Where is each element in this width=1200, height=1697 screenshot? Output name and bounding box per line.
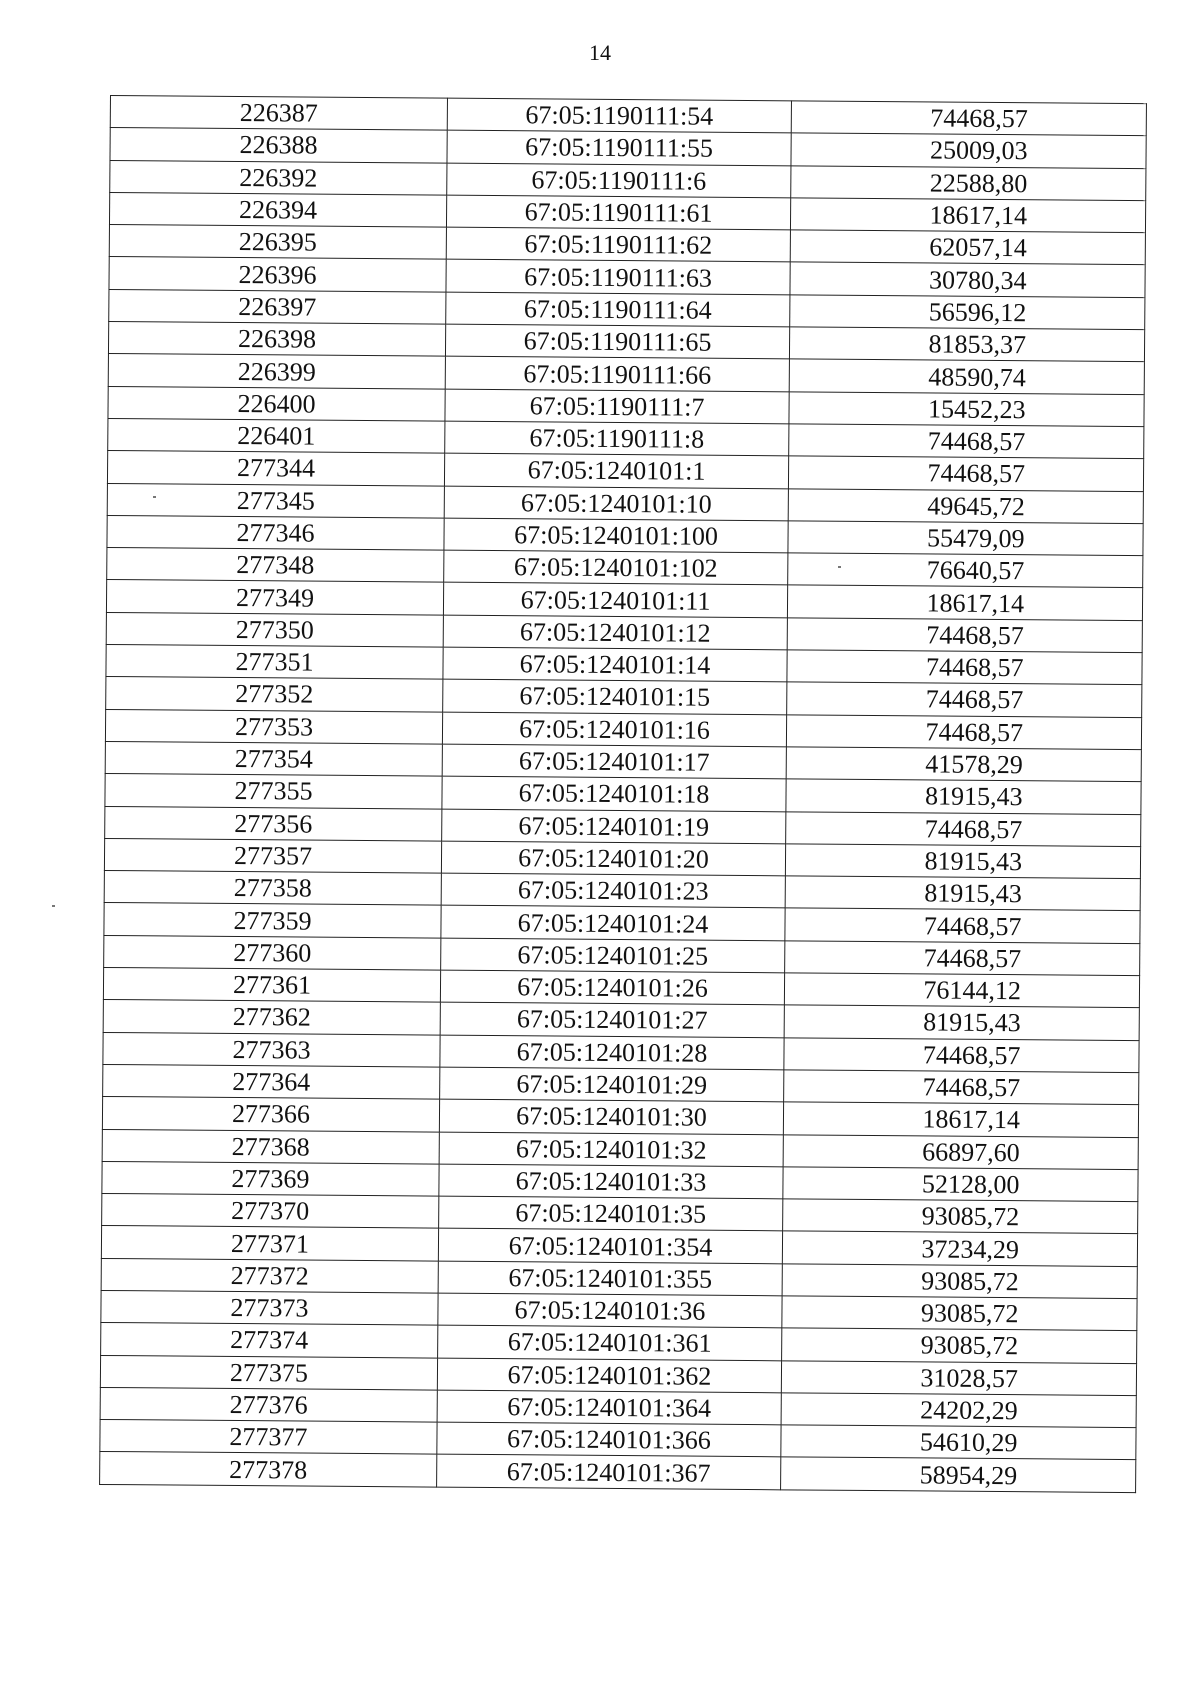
cell-record-number: 277353 <box>105 709 442 744</box>
cell-record-number: 277357 <box>104 838 441 873</box>
cell-cadastral-number: 67:05:1240101:102 <box>444 550 788 585</box>
cell-record-number: 226397 <box>109 289 446 324</box>
cell-cadastral-number: 67:05:1240101:14 <box>443 647 787 682</box>
cell-value: 41578,29 <box>786 747 1141 782</box>
cell-cadastral-number: 67:05:1240101:11 <box>443 583 787 618</box>
cell-cadastral-number: 67:05:1240101:1 <box>444 453 788 488</box>
cell-cadastral-number: 67:05:1190111:65 <box>445 324 789 359</box>
cell-cadastral-number: 67:05:1240101:20 <box>441 841 785 876</box>
cell-record-number: 226392 <box>110 160 447 195</box>
cell-record-number: 277349 <box>106 580 443 615</box>
cell-value: 76640,57 <box>788 553 1143 588</box>
cell-value: 52128,00 <box>783 1167 1138 1202</box>
cell-record-number: 277366 <box>102 1097 439 1132</box>
cell-cadastral-number: 67:05:1240101:367 <box>437 1455 781 1490</box>
cell-record-number: 277364 <box>103 1064 440 1099</box>
cell-cadastral-number: 67:05:1240101:354 <box>438 1229 782 1264</box>
cell-record-number: 277370 <box>102 1194 439 1229</box>
cell-cadastral-number: 67:05:1240101:12 <box>443 615 787 650</box>
cell-record-number: 277355 <box>105 774 442 809</box>
cell-value: 74468,57 <box>785 908 1140 943</box>
cell-cadastral-number: 67:05:1240101:32 <box>439 1132 783 1167</box>
cell-record-number: 277358 <box>104 871 441 906</box>
cell-value: 93085,72 <box>782 1328 1137 1363</box>
cell-cadastral-number: 67:05:1190111:54 <box>447 98 791 133</box>
cell-value: 74468,57 <box>784 1037 1139 1072</box>
cell-record-number: 226394 <box>109 192 446 227</box>
cell-value: 76144,12 <box>784 973 1139 1008</box>
cell-value: 66897,60 <box>783 1134 1138 1169</box>
cell-record-number: 277362 <box>103 1000 440 1035</box>
cell-record-number: 277352 <box>106 677 443 712</box>
cell-value: 74468,57 <box>787 618 1142 653</box>
cell-value: 93085,72 <box>782 1296 1137 1331</box>
cell-cadastral-number: 67:05:1240101:30 <box>439 1099 783 1134</box>
cell-record-number: 277345 <box>107 483 444 518</box>
cell-record-number: 226387 <box>110 96 447 131</box>
cell-record-number: 226396 <box>109 257 446 292</box>
cell-cadastral-number: 67:05:1240101:366 <box>437 1422 781 1457</box>
cell-cadastral-number: 67:05:1240101:361 <box>438 1325 782 1360</box>
cell-record-number: 277376 <box>100 1387 437 1422</box>
cell-cadastral-number: 67:05:1240101:19 <box>442 809 786 844</box>
data-table <box>99 95 1147 1493</box>
table-body <box>100 96 1147 1493</box>
cell-value: 93085,72 <box>782 1264 1137 1299</box>
cell-value: 81853,37 <box>789 327 1144 362</box>
cell-record-number: 277346 <box>107 515 444 550</box>
cell-value: 49645,72 <box>788 488 1143 523</box>
cell-value: 93085,72 <box>783 1199 1138 1234</box>
cell-value: 74468,57 <box>787 682 1142 717</box>
cell-record-number: 277368 <box>102 1129 439 1164</box>
cell-value: 74468,57 <box>788 456 1143 491</box>
cell-cadastral-number: 67:05:1240101:33 <box>439 1164 783 1199</box>
cell-value: 18617,14 <box>787 585 1142 620</box>
cell-record-number: 277350 <box>106 612 443 647</box>
cell-record-number: 277359 <box>104 903 441 938</box>
cell-cadastral-number: 67:05:1240101:24 <box>441 906 785 941</box>
cell-record-number: 277374 <box>101 1323 438 1358</box>
cell-value: 81915,43 <box>785 876 1140 911</box>
scan-speck <box>52 905 55 907</box>
cell-record-number: 277361 <box>103 967 440 1002</box>
cell-cadastral-number: 67:05:1190111:66 <box>445 357 789 392</box>
cell-cadastral-number: 67:05:1240101:25 <box>441 938 785 973</box>
cell-value: 74468,57 <box>786 811 1141 846</box>
cell-record-number: 277363 <box>103 1032 440 1067</box>
cell-value: 24202,29 <box>781 1393 1136 1428</box>
cell-record-number: 277356 <box>105 806 442 841</box>
cell-record-number: 277360 <box>104 935 441 970</box>
cell-cadastral-number: 67:05:1190111:6 <box>447 163 791 198</box>
cell-value: 31028,57 <box>781 1360 1136 1395</box>
cell-value: 25009,03 <box>791 133 1146 168</box>
cell-value: 48590,74 <box>789 359 1144 394</box>
cell-value: 58954,29 <box>781 1457 1136 1492</box>
cell-value: 55479,09 <box>788 521 1143 556</box>
cell-cadastral-number: 67:05:1240101:355 <box>438 1261 782 1296</box>
cell-value: 74468,57 <box>791 101 1146 136</box>
cell-value: 56596,12 <box>790 295 1145 330</box>
cell-cadastral-number: 67:05:1240101:36 <box>438 1293 782 1328</box>
cell-cadastral-number: 67:05:1240101:28 <box>440 1035 784 1070</box>
cell-record-number: 226388 <box>110 128 447 163</box>
cell-cadastral-number: 67:05:1240101:17 <box>442 744 786 779</box>
cell-record-number: 226395 <box>109 225 446 260</box>
cell-cadastral-number: 67:05:1240101:100 <box>444 518 788 553</box>
scan-speck <box>838 566 841 568</box>
cell-cadastral-number: 67:05:1240101:27 <box>440 1002 784 1037</box>
cell-record-number: 277377 <box>100 1420 437 1455</box>
cell-value: 74468,57 <box>789 424 1144 459</box>
cell-record-number: 277373 <box>101 1290 438 1325</box>
cell-value: 15452,23 <box>789 392 1144 427</box>
cell-record-number: 226400 <box>108 386 445 421</box>
cell-value: 81915,43 <box>784 1005 1139 1040</box>
cell-value: 74468,57 <box>784 1070 1139 1105</box>
cell-value: 22588,80 <box>791 165 1146 200</box>
cell-cadastral-number: 67:05:1190111:61 <box>446 195 790 230</box>
cell-cadastral-number: 67:05:1190111:7 <box>445 389 789 424</box>
cell-record-number: 277344 <box>107 451 444 486</box>
cell-record-number: 226399 <box>108 354 445 389</box>
cell-cadastral-number: 67:05:1240101:10 <box>444 486 788 521</box>
cell-record-number: 226398 <box>108 322 445 357</box>
cell-record-number: 277371 <box>101 1226 438 1261</box>
cell-value: 54610,29 <box>781 1425 1136 1460</box>
cell-record-number: 226401 <box>108 418 445 453</box>
cell-cadastral-number: 67:05:1240101:29 <box>440 1067 784 1102</box>
cell-record-number: 277354 <box>105 741 442 776</box>
cell-cadastral-number: 67:05:1190111:63 <box>446 260 790 295</box>
cell-cadastral-number: 67:05:1190111:64 <box>446 292 790 327</box>
cell-record-number: 277369 <box>102 1161 439 1196</box>
cell-cadastral-number: 67:05:1240101:16 <box>442 712 786 747</box>
cell-cadastral-number: 67:05:1240101:15 <box>443 679 787 714</box>
cell-cadastral-number: 67:05:1240101:35 <box>439 1196 783 1231</box>
scan-speck <box>153 496 156 498</box>
cell-cadastral-number: 67:05:1240101:362 <box>437 1358 781 1393</box>
cell-value: 18617,14 <box>783 1102 1138 1137</box>
cell-value: 81915,43 <box>785 844 1140 879</box>
page-number: 14 <box>589 40 611 65</box>
cell-cadastral-number: 67:05:1240101:23 <box>441 873 785 908</box>
cell-record-number: 277348 <box>107 548 444 583</box>
cell-cadastral-number: 67:05:1240101:364 <box>437 1390 781 1425</box>
cell-cadastral-number: 67:05:1190111:8 <box>445 421 789 456</box>
cell-cadastral-number: 67:05:1190111:62 <box>446 227 790 262</box>
cell-record-number: 277372 <box>101 1258 438 1293</box>
cell-cadastral-number: 67:05:1240101:18 <box>442 776 786 811</box>
cell-record-number: 277375 <box>100 1355 437 1390</box>
cell-value: 18617,14 <box>790 198 1145 233</box>
cell-record-number: 277351 <box>106 645 443 680</box>
cell-value: 74468,57 <box>786 714 1141 749</box>
cell-value: 37234,29 <box>782 1231 1137 1266</box>
cell-cadastral-number: 67:05:1240101:26 <box>440 970 784 1005</box>
cell-record-number: 277378 <box>100 1452 437 1487</box>
cell-value: 30780,34 <box>790 262 1145 297</box>
cell-value: 62057,14 <box>790 230 1145 265</box>
cell-value: 74468,57 <box>787 650 1142 685</box>
cell-cadastral-number: 67:05:1190111:55 <box>447 130 791 165</box>
cell-value: 81915,43 <box>786 779 1141 814</box>
cell-value: 74468,57 <box>785 941 1140 976</box>
